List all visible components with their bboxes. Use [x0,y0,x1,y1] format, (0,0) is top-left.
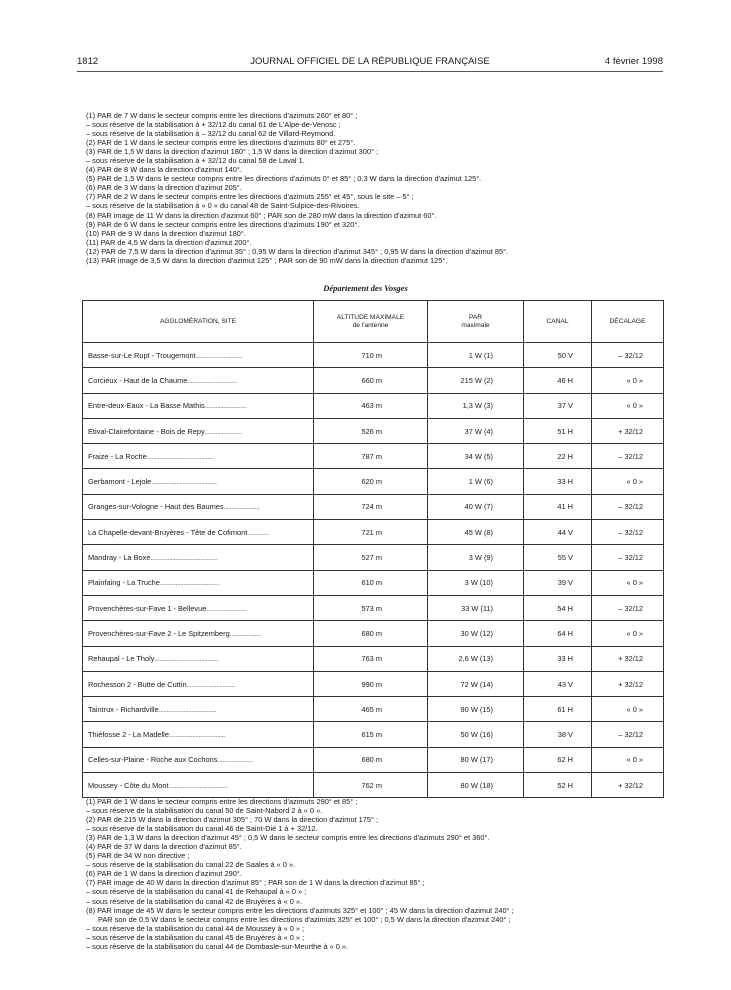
footnote-line: (8) PAR image de 45 W dans le secteur compris entre les directions d'azimuts 325° et 100° ; 45 W dans la direction d'azimut 240° ; [86,905,514,915]
cell-altitude: 721 m [314,520,428,545]
cell-canal: 41 H [524,494,592,519]
footnote-line: (13) PAR image de 3,5 W dans la direction d'azimut 125° ; PAR son de 90 mW dans la direction d'azimut 125°. [86,255,448,265]
dot-leader: ............................... [186,679,235,689]
table-row [83,646,664,671]
table-row [83,722,664,747]
dot-leader: ....................... [223,502,260,512]
cell-canal: 61 H [524,697,592,722]
dot-leader: ................................ [187,375,238,385]
footnote-line: – sous réserve de la stabilisation à + 32/12 du canal 61 de L'Alpe-de-Venosc ; [86,120,341,130]
footnote-line: (3) PAR de 1,5 W dans la direction d'azimut 180° ; 1,5 W dans la direction d'azimut 300° ; [86,147,379,157]
table-row [83,469,664,494]
footnote-line: (5) PAR de 34 W non directive ; [86,851,190,861]
table-row [83,595,664,620]
cell-site: Taintrux - Richardville..................................... [83,697,314,722]
cell-altitude: 787 m [314,444,428,469]
cell-canal: 62 H [524,747,592,772]
footnote-line: – sous réserve de la stabilisation du canal 45 de Bruyères à « 0 » ; [86,932,305,942]
footnote-line: – sous réserve de la stabilisation du canal 41 de Rehaupal à « 0 » ; [86,887,307,897]
footnote-line: (4) PAR de 8 W dans la direction d'azimut 140°. [86,165,242,175]
footnote-line: (6) PAR de 3 W dans la direction d'azimut 205°. [86,183,242,193]
cell-canal: 39 V [524,570,592,595]
cell-site: Celles-sur-Plaine - Roche aux Cochons....................... [83,747,314,772]
cell-par: 34 W (5) [428,444,524,469]
table-row [83,418,664,443]
cell-site: Rehaupal - Le Tholy......................................... [83,646,314,671]
dot-leader: ....................... [217,755,254,765]
footnotes-vosges [86,797,671,951]
cell-site: Mandray - La Boxe........................................... [83,545,314,570]
footnote-line: (5) PAR de 1,5 W dans le secteur compris entre les directions d'azimuts 0° et 85° ; 0,3 W dans la direction d'azimut 125°. [86,174,482,184]
cell-canal: 44 V [524,520,592,545]
table-row [83,697,664,722]
cell-canal: 43 V [524,671,592,696]
column-header-site: AGGLOMÉRATION, SITE [83,301,314,343]
cell-decalage: « 0 » [592,697,664,722]
footnote-line: (12) PAR de 7,5 W dans la direction d'azimut 35° ; 0,95 W dans la direction d'azimut 345° ; 0,95 W dans la direction d'azimut 85°. [86,246,509,256]
cell-altitude: 763 m [314,646,428,671]
cell-altitude: 463 m [314,393,428,418]
cell-altitude: 526 m [314,418,428,443]
cell-par: 90 W (15) [428,697,524,722]
cell-par: 80 W (17) [428,747,524,772]
column-header-canal: CANAL [524,301,592,343]
footnote-line: (2) PAR de 215 W dans la direction d'azimut 305° ; 70 W dans la direction d'azimut 175° ; [86,815,379,825]
dot-leader: ........................................... [150,553,218,563]
cell-altitude: 465 m [314,697,428,722]
journal-title: JOURNAL OFFICIEL DE LA RÉPUBLIQUE FRANÇAISE [250,56,490,67]
cell-altitude: 680 m [314,747,428,772]
footnote-line: (6) PAR de 1 W dans la direction d'azimut 290°. [86,869,242,879]
table-row [83,368,664,393]
cell-decalage: + 32/12 [592,773,664,798]
department-title: Département des Vosges [323,283,408,293]
cell-par: 3 W (10) [428,570,524,595]
cell-site: Entre-deux-Eaux - La Basse Mathis........................... [83,393,314,418]
cell-site: Fraize - La Roche........................................... [83,444,314,469]
cell-canal: 33 H [524,646,592,671]
table-row [83,671,664,696]
header-rule [77,71,663,72]
cell-altitude: 990 m [314,671,428,696]
cell-par: 72 W (14) [428,671,524,696]
dot-leader: ......................................... [154,654,219,664]
dot-leader: .............................. [195,350,243,360]
cell-par: 45 W (8) [428,520,524,545]
page-header [77,56,663,70]
footnote-line: (7) PAR de 2 W dans le secteur compris entre les directions d'azimuts 255° et 45°, sous le site – 5° ; [86,192,414,202]
footnote-line: – sous réserve de la stabilisation à « 0 » du canal 48 de Saint-Sulpice-des-Rivoires. [86,201,360,211]
footnote-line: – sous réserve de la stabilisation du canal 22 de Saales à « 0 ». [86,860,296,870]
cell-decalage: + 32/12 [592,671,664,696]
cell-site: Moussey - Côte du Mont...................................... [83,773,314,798]
cell-canal: 38 V [524,722,592,747]
footnote-line: – sous réserve de la stabilisation à + 32/12 du canal 58 de Laval 1. [86,156,305,166]
table-row [83,494,664,519]
dot-leader: ..................................... [158,704,217,714]
footnote-line: – sous réserve de la stabilisation du canal 44 de Dombasle-sur-Meurthe à « 0 ». [86,941,349,951]
table-header-row [83,301,664,343]
cell-canal: 51 H [524,418,592,443]
cell-par: 50 W (16) [428,722,524,747]
cell-par: 1,3 W (3) [428,393,524,418]
cell-decalage: – 32/12 [592,722,664,747]
table-row [83,520,664,545]
table-row [83,570,664,595]
table-row [83,444,664,469]
cell-canal: 37 V [524,393,592,418]
footnote-line: (2) PAR de 1 W dans le secteur compris entre les directions d'azimuts 80° et 275°. [86,138,356,148]
table-row [83,343,664,368]
cell-site: Provenchères-sur-Fave 2 - Le Spitzemberg.................... [83,621,314,646]
dot-leader: ...................................... [159,578,219,588]
footnote-line: (1) PAR de 1 W dans le secteur compris entre les directions d'azimuts 290° et 85° ; [86,797,358,806]
footnote-line: (3) PAR de 1,3 W dans la direction d'azimut 45° ; 0,5 W dans le secteur compris entre les directions d'azimuts 290° et 360°. [86,833,490,843]
page-number: 1812 [77,56,99,67]
footnote-line: (10) PAR de 9 W dans la direction d'azimut 180°. [86,228,246,238]
cell-par: 1 W (6) [428,469,524,494]
dot-leader: .............. [247,527,270,537]
cell-site: Granges-sur-Vologne - Haut des Baumes....................... [83,494,314,519]
cell-par: 215 W (2) [428,368,524,393]
cell-canal: 54 H [524,595,592,620]
table-row [83,545,664,570]
cell-par: 2,6 W (13) [428,646,524,671]
dot-leader: .................................... [168,730,225,740]
cell-decalage: – 32/12 [592,520,664,545]
cell-canal: 64 H [524,621,592,646]
cell-site: Provenchères-sur-Fave 1 - Bellevue.......................... [83,595,314,620]
footnote-line: (1) PAR de 7 W dans le secteur compris entre les directions d'azimuts 260° et 80° ; [86,111,358,120]
footnote-line: – sous réserve de la stabilisation du canal 42 de Bruyères à « 0 ». [86,896,303,906]
dot-leader: .................... [229,628,261,638]
cell-decalage: « 0 » [592,747,664,772]
cell-par: 3 W (9) [428,545,524,570]
cell-site: Plainfaing - La Truche...................................... [83,570,314,595]
footnote-line: PAR son de 0,5 W dans le secteur compris entre les directions d'azimuts 325° et 100° ; 0,5 W dans la direction d'azimut 240° ; [98,914,511,924]
table-row [83,747,664,772]
table-row [83,621,664,646]
footnote-line: (9) PAR de 6 W dans le secteur compris entre les directions d'azimuts 190° et 320°. [86,219,360,229]
dot-leader: ........................... [204,401,247,411]
cell-par: 37 W (4) [428,418,524,443]
cell-par: 80 W (18) [428,773,524,798]
footnote-line: (11) PAR de 4,5 W dans la direction d'azimut 200°. [86,237,252,247]
dot-leader: ........................ [204,426,242,436]
cell-altitude: 724 m [314,494,428,519]
cell-decalage: « 0 » [592,570,664,595]
footnote-line: – sous réserve de la stabilisation du canal 44 de Moussey à « 0 » ; [86,923,305,933]
table-row [83,393,664,418]
column-header-par: PAR maximale [428,301,524,343]
cell-decalage: « 0 » [592,368,664,393]
cell-canal: 55 V [524,545,592,570]
cell-altitude: 527 m [314,545,428,570]
publication-date: 4 février 1998 [604,56,663,67]
cell-par: 30 W (12) [428,621,524,646]
dot-leader: ...................................... [168,780,228,790]
cell-altitude: 660 m [314,368,428,393]
cell-decalage: – 32/12 [592,494,664,519]
cell-canal: 46 H [524,368,592,393]
cell-site: Thiéfosse 2 - La Madelle.................................... [83,722,314,747]
cell-site: Corcieux - Haut de la Chaume................................ [83,368,314,393]
cell-decalage: + 32/12 [592,418,664,443]
footnote-line: – sous réserve de la stabilisation du canal 46 de Saint-Dié 1 à + 32/12. [86,824,318,834]
cell-canal: 52 H [524,773,592,798]
dot-leader: .......................................... [151,477,217,487]
cell-altitude: 610 m [314,570,428,595]
table-body [83,343,664,798]
cell-par: 33 W (11) [428,595,524,620]
cell-altitude: 710 m [314,343,428,368]
cell-altitude: 762 m [314,773,428,798]
cell-decalage: – 32/12 [592,444,664,469]
cell-decalage: – 32/12 [592,343,664,368]
column-header-altitude: ALTITUDE MAXIMALE de l'antenne [314,301,428,343]
cell-site: La Chapelle-devant-Bruyères - Tête de Cofimont.............. [83,520,314,545]
cell-canal: 33 H [524,469,592,494]
footnote-line: (7) PAR image de 40 W dans la direction d'azimut 85° ; PAR son de 1 W dans la direction d'azimut 85° ; [86,878,425,888]
footnote-line: (8) PAR image de 11 W dans la direction d'azimut 60° ; PAR son de 280 mW dans la direction d'azimut 60°. [86,210,437,220]
cell-canal: 50 V [524,343,592,368]
cell-decalage: « 0 » [592,393,664,418]
cell-decalage: « 0 » [592,621,664,646]
cell-site: Rochesson 2 - Butte de Cuttin............................... [83,671,314,696]
frequency-table [82,300,664,798]
cell-decalage: « 0 » [592,469,664,494]
cell-site: Etival-Clairefontaine - Bois de Repy........................ [83,418,314,443]
cell-altitude: 620 m [314,469,428,494]
footnote-line: – sous réserve de la stabilisation du canal 50 de Saint-Nabord 2 à « 0 ». [86,806,323,816]
cell-altitude: 680 m [314,621,428,646]
dot-leader: .......................... [206,603,247,613]
cell-site: Gerbamont - Lejole.......................................... [83,469,314,494]
cell-decalage: + 32/12 [592,646,664,671]
dot-leader: ........................................... [146,451,214,461]
cell-par: 1 W (1) [428,343,524,368]
cell-altitude: 573 m [314,595,428,620]
cell-decalage: – 32/12 [592,545,664,570]
table-row [83,773,664,798]
column-header-decalage: DÉCALAGE [592,301,664,343]
cell-decalage: – 32/12 [592,595,664,620]
cell-altitude: 615 m [314,722,428,747]
cell-par: 40 W (7) [428,494,524,519]
footnotes-previous-table [86,111,671,265]
footnote-line: – sous réserve de la stabilisation à – 32/12 du canal 62 de Villard-Reymond. [86,129,336,139]
cell-canal: 22 H [524,444,592,469]
footnote-line: (4) PAR de 37 W dans la direction d'azimut 85°. [86,842,242,852]
cell-site: Basse-sur-Le Rupt - Trougemont.............................. [83,343,314,368]
